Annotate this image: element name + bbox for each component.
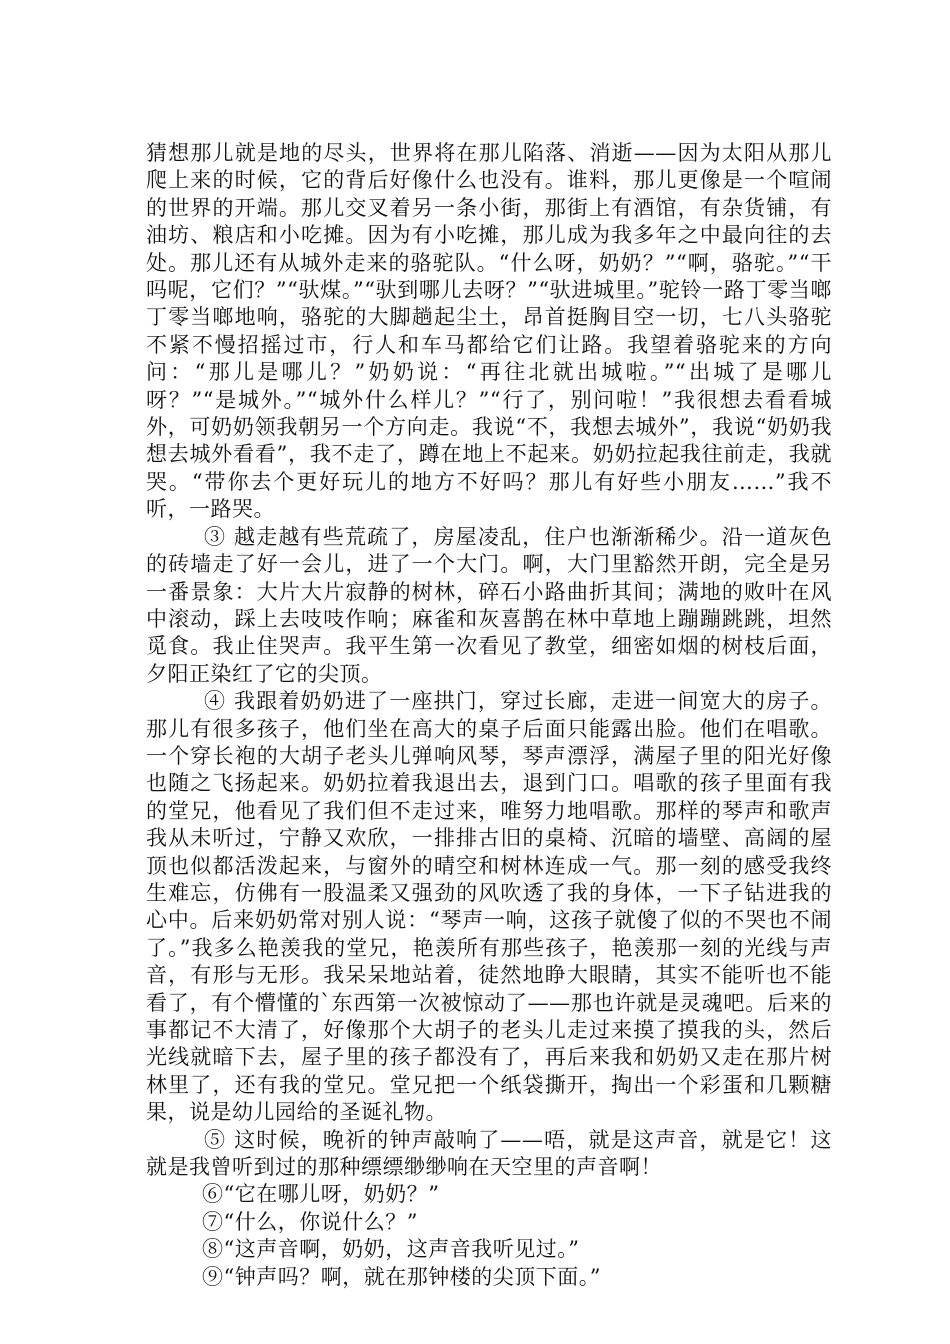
dialog-line-8: ⑧“这声音啊，奶奶，这声音我听见过。” [202, 1237, 580, 1262]
dialog-line-6: ⑥“它在哪儿呀，奶奶？” [202, 1182, 440, 1207]
paragraph-3: ③ 越走越有些荒疏了，房屋凌乱，住户也渐渐稀少。沿一道灰色的砖墙走了好一会儿，进了一个大门。啊，大门里豁然开朗，完全是另一番景象：大片大片寂静的树林，碎石小路曲折其间；满地的败叶在风中滚动，踩上去吱吱作响；麻雀和灰喜鹊在林中草地上蹦蹦跳跳，坦然觅食。我止住哭声。我平生第一次看见了教堂，细密如烟的树枝后面，夕阳正染红了它的尖顶。 [146, 524, 832, 686]
paragraph-4: ④ 我跟着奶奶进了一座拱门，穿过长廊，走进一间宽大的房子。那儿有很多孩子，他们坐在高大的桌子后面只能露出脸。他们在唱歌。一个穿长袍的大胡子老头儿弹响风琴，琴声漂浮，满屋子里的阳光好像也随之飞扬起来。奶奶拉着我退出去，退到门口。唱歌的孩子里面有我的堂兄，他看见了我们但不走过来，唯努力地唱歌。那样的琴声和歌声我从未听过，宁静又欢欣，一排排古旧的桌椅、沉暗的墙壁、高阔的屋顶也似都活泼起来，与窗外的晴空和树林连成一气。那一刻的感受我终生难忘，仿佛有一股温柔又强劲的风吹透了我的身体，一下子钻进我的心中。后来奶奶常对别人说：“琴声一响，这孩子就傻了似的不哭也不闹了。”我多么艳羡我的堂兄，艳羡所有那些孩子，艳羡那一刻的光线与声音，有形与无形。我呆呆地站着，徒然地睁大眼睛，其实不能听也不能看了，有个懵懂的`东西第一次被惊动了——那也许就是灵魂吧。后来的事都记不大清了，好像那个大胡子的老头儿走过来摸了摸我的头，然后光线就暗下去，屋子里的孩子都没有了，再后来我和奶奶又走在那片树林里了，还有我的堂兄。堂兄把一个纸袋撕开，掏出一个彩蛋和几颗糖果，说是幼儿园给的圣诞礼物。 [146, 689, 832, 1125]
document-body [146, 140, 832, 1291]
dialog-line-7: ⑦“什么，你说什么？” [202, 1209, 418, 1234]
dialog-line-9: ⑨“钟声吗？啊，就在那钟楼的尖顶下面。” [202, 1264, 601, 1289]
paragraph-5: ⑤ 这时候，晚祈的钟声敲响了——唔，就是这声音，就是它！这就是我曾听到过的那种缥缥缈缈响在天空里的声音啊！ [146, 1127, 832, 1180]
paragraph-2-continued: 猜想那儿就是地的尽头，世界将在那儿陷落、消逝——因为太阳从那儿爬上来的时候，它的背后好像什么也没有。谁料，那儿更像是一个喧闹的世界的开端。那儿交叉着另一条小街，那街上有酒馆，有杂货铺，有油坊、粮店和小吃摊。因为有小吃摊，那儿成为我多年之中最向往的去处。那儿还有从城外走来的骆驼队。“什么呀，奶奶？”“啊，骆驼。”“干吗呢，它们？”“驮煤。”“驮到哪儿去呀？”“驮进城里。”驼铃一路丁零当啷丁零当啷地响，骆驼的大脚趟起尘土，昂首挺胸目空一切，七八头骆驼不紧不慢招摇过市，行人和车马都给它们让路。我望着骆驼来的方向问：“那儿是哪儿？”奶奶说：“再往北就出城啦。”“出城了是哪儿呀？”“是城外。”“城外什么样儿？”“行了，别问啦！”我很想去看看城外，可奶奶领我朝另一个方向走。我说“不，我想去城外”，我说“奶奶我想去城外看看”，我不走了，蹲在地上不起来。奶奶拉起我往前走，我就哭。“带你去个更好玩儿的地方不好吗？那儿有好些小朋友……”我不听，一路哭。 [146, 141, 832, 522]
